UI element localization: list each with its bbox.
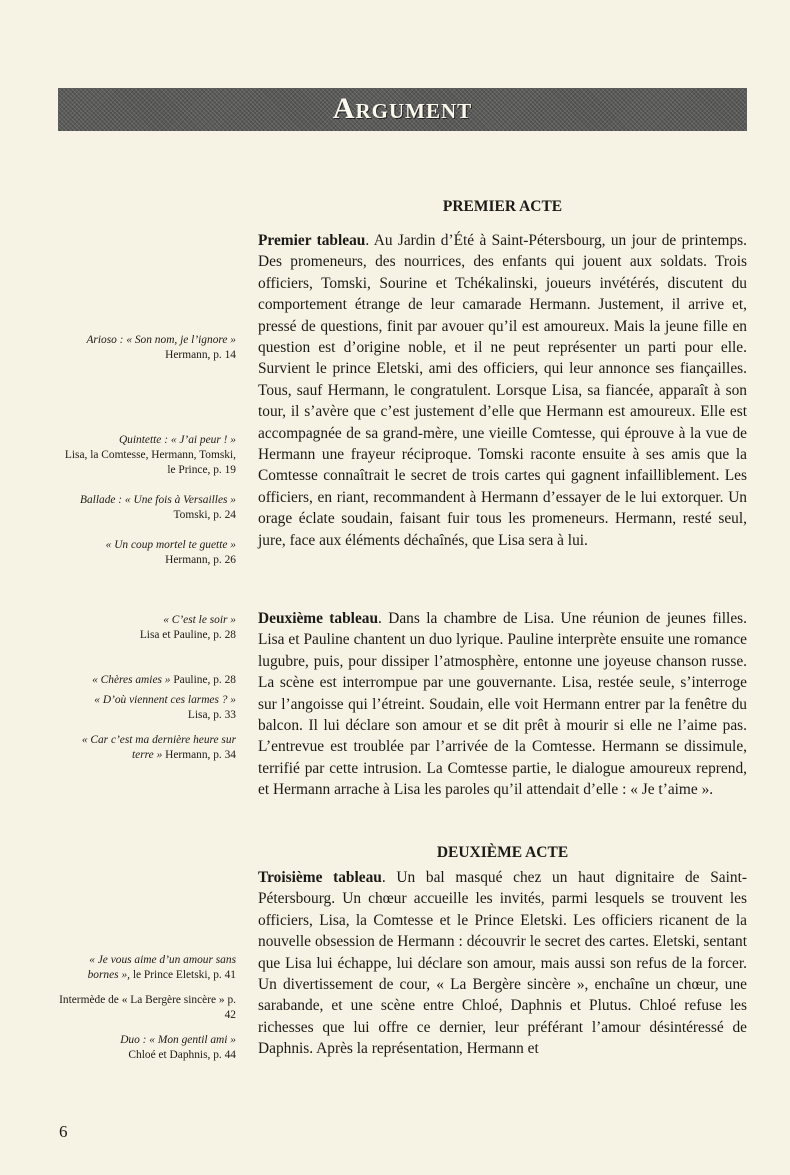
margin-note: [58, 433, 236, 478]
margin-note-ref: Hermann, p. 14: [165, 349, 236, 361]
margin-note-title: « D’où viennent ces larmes ? »: [94, 694, 236, 706]
margin-note: [58, 993, 236, 1023]
margin-note: [58, 733, 236, 763]
margin-note-ref: Lisa, la Comtesse, Hermann, Tomski, le Prince, p. 19: [64, 449, 236, 476]
margin-note-title: « Chères amies »: [92, 674, 171, 686]
margin-note-ref: Hermann, p. 34: [165, 749, 236, 761]
margin-note-ref: Pauline, p. 28: [173, 674, 236, 686]
argument-banner: [58, 88, 747, 131]
tableau-2-text: . Dans la chambre de Lisa. Une réunion de jeunes filles. Lisa et Pauline chantent un duo lyrique. Pauline interprète ensuite une romance lugubre, puis, pour dissiper l’atmosphère, entonne une joyeuse chanson russe. La scène est interrompue par une gouvernante. Lisa, restée seule, s’interroge sur l’angoisse qui l’étreint. Soudain, elle voit Hermann entrer par la fenêtre du balcon. Il lui déclare son amour et se dit prêt à mourir si elle ne l’aime pas. L’entrevue est troublée par l’arrivée de la Comtesse. Hermann se dissimule, terrifié par cette intrusion. La Comtesse partie, le dialogue amoureux reprend, et Hermann arrache à Lisa les paroles qu’il attendait d’elle : « Je t’aime ».: [258, 610, 747, 799]
margin-note-ref: Lisa et Pauline, p. 28: [139, 629, 236, 641]
margin-note: [58, 538, 236, 568]
margin-note: [58, 693, 236, 723]
margin-note: [58, 493, 236, 523]
margin-note-ref: Lisa, p. 33: [187, 709, 236, 721]
tableau-2-lead: Deuxième tableau: [258, 610, 379, 627]
margin-note: [58, 1033, 236, 1063]
tableau-3-lead: Troisième tableau: [258, 869, 382, 886]
margin-note-ref: Tomski, p. 24: [173, 509, 236, 521]
tableau-3: [258, 867, 747, 1060]
margin-note: [58, 613, 236, 643]
margin-note-ref: Hermann, p. 26: [165, 554, 236, 566]
tableau-2: [258, 608, 747, 801]
margin-note-ref: Intermède de « La Bergère sincère » p. 42: [59, 994, 236, 1021]
act-heading-2: DEUXIÈME ACTE: [436, 844, 569, 861]
tableau-1: [258, 230, 747, 551]
tableau-3-text: . Un bal masqué chez un haut dignitaire de Saint-Pétersbourg. Un chœur accueille les invités, parmi lesquels se trouvent les officiers, Lisa, la Comtesse et le Prince Eletski. Les officiers ricanent de la nouvelle obsession de Hermann : découvrir le secret des cartes. Eletski, sentant que Lisa lui échappe, lui déclare son amour, mais aussi son refus de la forcer. Un divertissement de cour, « La Bergère sincère », enchaîne un chœur, une sarabande, et une scène entre Chloé, Daphnis et Plutus. Chloé refuse les richesses que lui offre ce dernier, leur préférant l’amour désintéressé de Daphnis. Après la représentation, Hermann et: [258, 869, 747, 1058]
margin-note-ref: le Prince Eletski, p. 41: [132, 969, 236, 981]
page-number: 6: [59, 1122, 68, 1141]
margin-note-ref: Chloé et Daphnis, p. 44: [128, 1049, 236, 1061]
banner-title: Argument: [332, 92, 473, 125]
tableau-1-lead: Premier tableau: [258, 232, 366, 249]
margin-note-title: « Car c’est ma dernière heure sur terre »: [81, 734, 236, 761]
margin-note-title: Quintette : « J’ai peur ! »: [118, 434, 236, 446]
margin-note-title: « C’est le soir »: [163, 614, 236, 626]
act-heading-1: PREMIER ACTE: [442, 198, 563, 215]
margin-note-title: Arioso : « Son nom, je l’ignore »: [86, 334, 236, 346]
tableau-1-text: . Au Jardin d’Été à Saint-Pétersbourg, un jour de printemps. Des promeneurs, des nourrices, des enfants qui jouent aux soldats. Trois officiers, Tomski, Sourine et Tchékalinski, joueurs invétérés, discutent du comportement étrange de leur camarade Hermann. Justement, il arrive et, pressé de questions, finit par avouer qu’il est amoureux. Mais la jeune fille en question est d’origine noble, et il ne peut représenter un parti pour elle. Survient le prince Eletski, ami des officiers, qui leur annonce ses fiançailles. Tous, sauf Hermann, le congratulent. Lorsque Lisa, sa fiancée, apparaît à son tour, il s’avère que c’est justement d’elle que Hermann est amoureux. Elle est accompagnée de sa grand-mère, une vieille Comtesse, qui éprouve à la vue de Hermann une frayeur réciproque. Tomski raconte ensuite à ses amis que la Comtesse connaîtrait le secret de trois cartes qui gagnent infailliblement. Les officiers, en riant, recommandent à Hermann d’essayer de le lui extorquer. Un orage éclate soudain, faisant fuir tous les promeneurs. Hermann, resté seul, jure, face aux éléments déchaînés, que Lisa sera à lui.: [258, 232, 747, 549]
margin-note: [58, 333, 236, 363]
margin-note-title: « Je vous aime d’un amour sans bornes »,: [87, 954, 236, 981]
margin-note: [58, 673, 236, 688]
margin-note-title: « Un coup mortel te guette »: [105, 539, 236, 551]
margin-note-title: Duo : « Mon gentil ami »: [120, 1034, 236, 1046]
margin-note: [58, 953, 236, 983]
margin-note-title: Ballade : « Une fois à Versailles »: [80, 494, 236, 506]
